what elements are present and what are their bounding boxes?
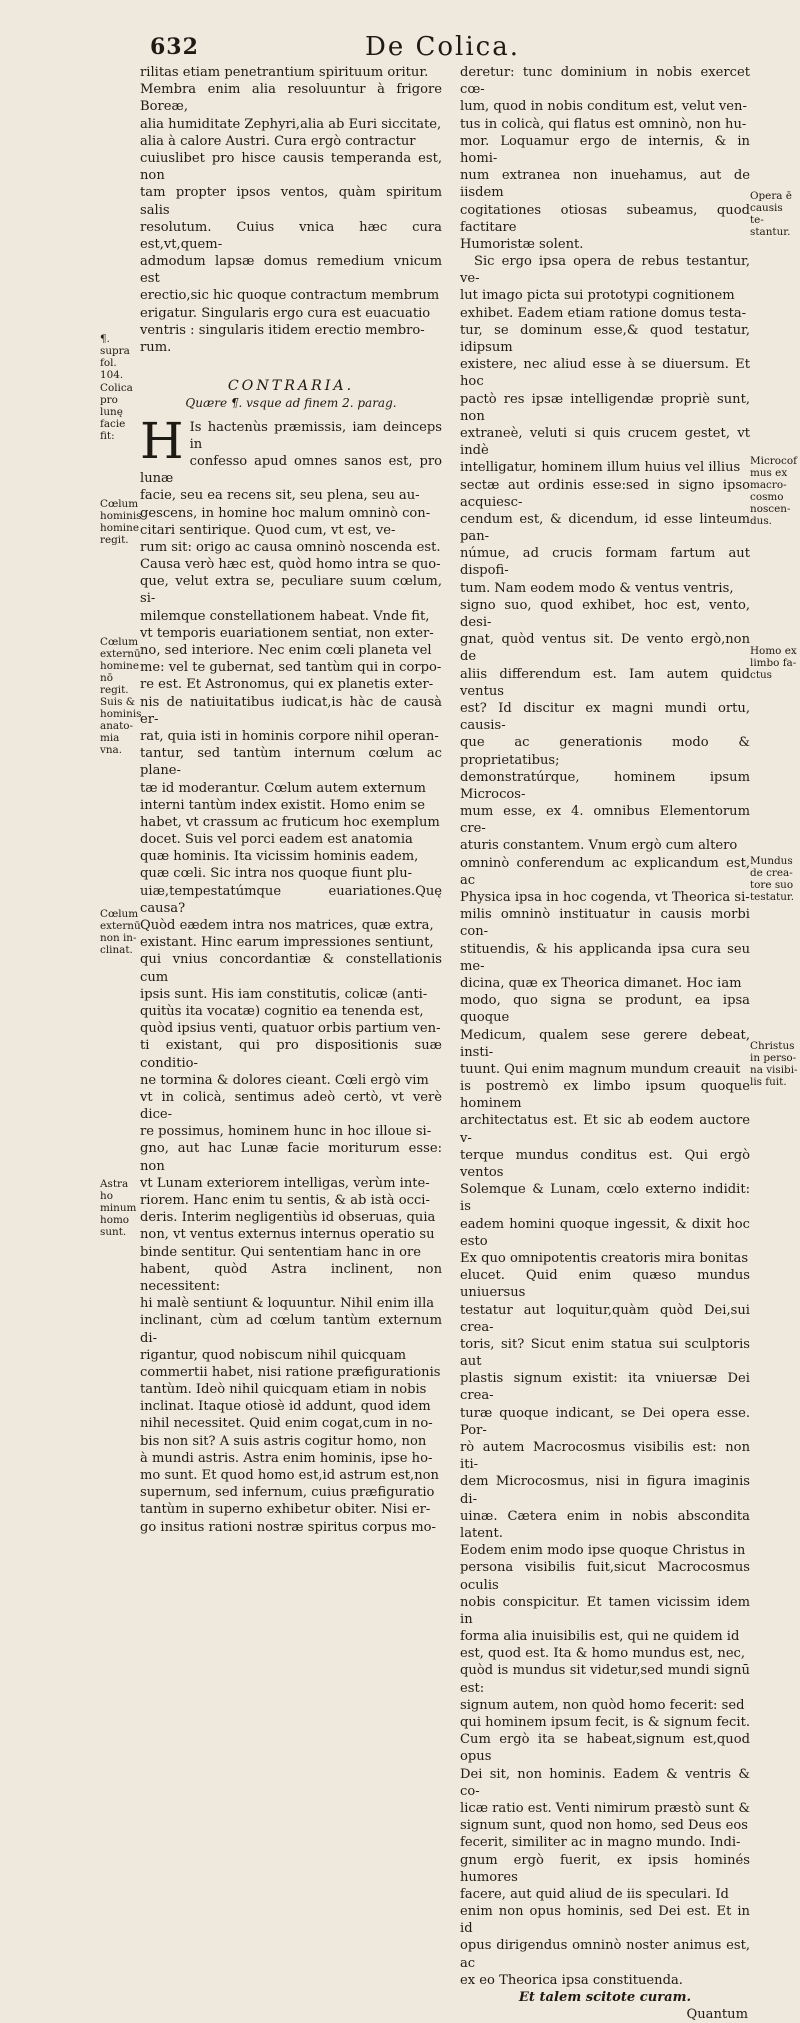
text-line: signo suo, quod exhibet, hoc est, vento, desi- — [460, 597, 750, 630]
margin-note-left: Cœlum hominis homine regit. — [100, 498, 142, 546]
right-column — [460, 64, 750, 2023]
text-line: existere, nec aliud esse à se diuersum. Et hoc — [460, 357, 750, 390]
text-line: gno, aut hac Lunæ facie moriturum esse: non — [140, 1141, 442, 1174]
text-line: tantùm in superno exhibetur obiter. Nisi er- — [140, 1502, 431, 1518]
text-line: turæ quoque indicant, se Dei opera esse. Por- — [460, 1405, 750, 1438]
text-line: rigantur, quod nobiscum nihil quicquam — [140, 1347, 407, 1363]
text-line: alia à calore Austri. Cura ergò contractur — [140, 133, 416, 149]
text-line: inclinat. Itaque otiosè id addunt, quod idem — [140, 1399, 431, 1415]
closing-line: Et talem scitote curam. — [518, 1990, 692, 2005]
margin-note-right: Microcof mus ex macro-cosmo noscen-dus. — [750, 455, 797, 527]
text-line: milemque constellationem habeat. Vnde fit, — [140, 608, 430, 624]
text-line: Humoristæ solent. — [460, 236, 584, 252]
right-column-body-text — [460, 64, 750, 1989]
text-line: à mundi astris. Astra enim hominis, ipse ho- — [140, 1450, 433, 1466]
text-line: vt in colicà, sentimus adeò certò, vt verè dice- — [140, 1089, 442, 1123]
text-line: númue, ad crucis formam fartum aut dispofi- — [460, 546, 750, 579]
text-line: alia humiditate Zephyri,alia ab Euri siccitate, — [140, 116, 442, 132]
text-line: ex eo Theorica ipsa constituenda. — [460, 1972, 683, 1988]
margin-note-right: Christus in perso-na visibi-lis fuit. — [750, 1040, 798, 1088]
text-line: tur, se dominum esse,& quod testatur, idipsum — [460, 322, 750, 355]
text-line: eadem homini quoque ingessit, & dixit hoc esto — [460, 1216, 750, 1249]
page-header — [150, 30, 750, 64]
text-line: riorem. Hanc enim tu sentis, & ab istà occi- — [140, 1193, 430, 1208]
text-line: enim non opus hominis, sed Dei est. Et in id — [460, 1904, 750, 1937]
margin-note-left: Astra ho minum homo sunt. — [100, 1178, 137, 1238]
text-line: re est. Et Astronomus, qui ex planetis exter- — [140, 677, 434, 693]
text-line: que ac generationis modo & proprietatibus; — [460, 735, 750, 768]
text-line: rat, quia isti in hominis corpore nihil operan- — [140, 728, 439, 744]
text-line: confesso apud omnes sanos est, pro lunæ — [140, 453, 442, 487]
text-line: gnat, quòd ventus sit. De vento ergò,non de — [460, 632, 750, 665]
running-title: De Colica. — [365, 32, 521, 62]
text-line: architectatus est. Et sic ab eodem auctore v- — [460, 1113, 750, 1146]
text-line: extraneè, veluti si quis crucem gestet, vt indè — [460, 425, 750, 459]
text-line: persona visibilis fuit,sicut Macrocosmus oculis — [460, 1560, 750, 1593]
text-line: est? Id discitur ex magni mundi ortu, causis- — [460, 700, 750, 734]
text-line: tantur, sed tantùm internum cœlum ac plane- — [140, 746, 442, 779]
text-line: erectio,sic hic quoque contractum membrum — [140, 288, 440, 304]
text-line: signum autem, non quòd homo fecerit: sed — [460, 1697, 745, 1713]
text-line: nobis conspicitur. Et tamen vicissim idem in — [460, 1594, 750, 1627]
text-line: hi malè sentiunt & loquuntur. Nihil enim illa — [140, 1296, 435, 1312]
text-line: plastis signum existit: ita vniuersæ Dei crea- — [460, 1371, 750, 1404]
text-line: aturis constantem. Vnum ergò cum altero — [460, 838, 738, 854]
text-line: quòd is mundus sit videtur,sed mundi signū est: — [460, 1663, 750, 1696]
text-line: est, quod est. Ita & homo mundus est, nec, — [460, 1646, 746, 1662]
text-line: nihil necessitet. Quid enim cogat,cum in no- — [140, 1416, 433, 1432]
text-line: lum, quod in nobis conditum est, velut ven- — [460, 99, 747, 115]
section-reference: Quære ¶. vsque ad finem 2. parag. — [185, 396, 397, 411]
text-line: intelligatur, hominem illum huius vel illius — [460, 460, 741, 476]
text-line: Medicum, qualem sese gerere debeat, insti- — [460, 1027, 750, 1060]
text-line: mo sunt. Et quod homo est,id astrum est,non — [140, 1468, 439, 1483]
text-line: admodum lapsæ domus remedium vnicum est — [140, 254, 442, 287]
text-line: citari sentirique. Quod cum, vt est, ve- — [140, 522, 396, 538]
margin-note-right: Homo ex limbo fa-ctus — [750, 645, 797, 681]
text-line: ipsis sunt. His iam constitutis, colicæ (anti- — [140, 986, 428, 1002]
text-line: interni tantùm index existit. Homo enim se — [140, 797, 426, 813]
text-line: Dei sit, non hominis. Eadem & ventris & co- — [460, 1766, 750, 1799]
text-line: non, vt ventus externus internus operatio su — [140, 1227, 435, 1243]
text-line: is postremò ex limbo ipsum quoque hominem — [460, 1079, 750, 1112]
text-line: dicina, quæ ex Theorica dimanet. Hoc iam — [460, 975, 742, 991]
text-line: cogitationes otiosas subeamus, quod factitare — [460, 202, 750, 235]
text-line: erigatur. Singularis ergo cura est euacuatio — [140, 305, 431, 321]
text-line: rò autem Macrocosmus visibilis est: non iti- — [460, 1440, 750, 1473]
text-line: habet, vt crassum ac fruticum hoc exemplum — [140, 814, 440, 830]
text-line: vt temporis euariationem sentiat, non exter- — [140, 625, 434, 641]
margin-note-right: Opera ē causis te-stantur. — [750, 190, 792, 238]
section-first-paragraph — [140, 411, 442, 1536]
text-line: no, sed interiore. Nec enim cœli planeta vel — [140, 643, 432, 658]
text-line: Solemque & Lunam, cœlo externo indidit: is — [460, 1182, 750, 1215]
text-line: ventris : singularis itidem erectio membro- — [140, 322, 425, 338]
text-line: Is hactenùs præmissis, iam deinceps in — [189, 419, 442, 452]
text-line: quitùs ita vocatæ) cognitio ea tenenda est, — [140, 1003, 424, 1019]
text-line: Eodem enim modo ipse quoque Christus in — [460, 1543, 746, 1559]
margin-note-left: Colica pro lunę facie fit: — [100, 382, 133, 442]
text-line: pactò res ipsæ intelligendæ propriè sunt, non — [460, 391, 750, 424]
text-line: inclinant, cùm ad cœlum tantùm externum di- — [140, 1313, 442, 1346]
page-number: 632 — [150, 34, 199, 60]
section-title: CONTRARIA. — [227, 378, 355, 395]
text-line: gnum ergò fuerit, ex ipsis hominés humores — [460, 1852, 750, 1885]
text-line: modo, quo signa se produnt, ea ipsa quoque — [460, 993, 750, 1026]
left-column-opening-text — [140, 64, 442, 356]
text-line: rum. — [140, 340, 172, 355]
text-line: re possimus, hominem hunc in hoc illoue si- — [140, 1124, 432, 1140]
left-column — [140, 64, 442, 1536]
text-line: me: vel te gubernat, sed tantùm qui in corpo- — [140, 660, 442, 676]
margin-note-right: Mundus de crea-tore suo testatur. — [750, 855, 795, 903]
text-line: quæ cœli. Sic intra nos quoque fiunt plu- — [140, 866, 413, 882]
text-line: stituendis, & his applicanda ipsa cura seu me- — [460, 941, 750, 974]
text-line: uinæ. Cætera enim in nobis abscondita latent. — [460, 1508, 750, 1541]
text-line: qui vnius concordantiæ & constellationis cum — [140, 952, 442, 985]
text-line: elucet. Quid enim quæso mundus uniuersus — [460, 1268, 750, 1301]
text-line: tus in colicà, qui flatus est omninò, non hu- — [460, 116, 747, 132]
text-line: tum. Nam eodem modo & ventus ventris, — [460, 580, 734, 596]
text-line: existant. Hinc earum impressiones sentiunt, — [140, 935, 434, 951]
text-line: exhibet. Eadem etiam ratione domus testa- — [460, 305, 747, 321]
text-line: milis omninò instituatur in causis morbi con- — [460, 907, 750, 940]
text-line: cuiuslibet pro hisce causis temperanda est, non — [140, 150, 442, 184]
text-line: qui hominem ipsum fecit, is & signum fecit. — [460, 1715, 751, 1730]
drop-cap: H — [140, 411, 184, 470]
text-line: supernum, sed infernum, cuius præfiguratio — [140, 1485, 435, 1501]
margin-note-left: ¶. supra fol. 104. — [100, 333, 130, 381]
text-line: mum esse, ex 4. omnibus Elementorum cre- — [460, 804, 750, 837]
text-line: rum sit: origo ac causa omninò noscenda est. — [140, 539, 441, 555]
text-line: rilitas etiam penetrantium spirituum oritur. — [140, 65, 429, 80]
text-line: aliis differendum est. Iam autem quid ventus — [460, 666, 750, 699]
text-line: dem Microcosmus, nisi in figura imaginis di- — [460, 1474, 750, 1507]
text-line: docet. Suis vel porci eadem est anatomia — [140, 832, 413, 848]
text-line: Ex quo omnipotentis creatoris mira bonitas — [460, 1250, 749, 1266]
text-line: Cum ergò ita se habeat,signum est,quod opus — [460, 1732, 750, 1765]
text-line: mor. Loquamur ergo de internis, & in homi- — [460, 133, 750, 166]
text-line: tantùm. Ideò nihil quicquam etiam in nobis — [140, 1382, 427, 1398]
text-line: cendum est, & dicendum, id esse linteum pan- — [460, 511, 750, 545]
text-line: deris. Interim negligentiùs id obseruas, quia — [140, 1210, 436, 1226]
text-line: tæ id moderantur. Cœlum autem externum — [140, 780, 426, 796]
text-line: nis de natiuitatibus iudicat,is hàc de causà er- — [140, 694, 442, 727]
text-line: signum sunt, quod non homo, sed Deus eos — [460, 1818, 748, 1834]
text-line: quæ hominis. Ita vicissim hominis eadem, — [140, 849, 419, 865]
text-line: binde sentitur. Qui sententiam hanc in ore — [140, 1244, 422, 1260]
text-line: quòd ipsius venti, quatuor orbis partium ven- — [140, 1021, 441, 1037]
text-line: ti existant, qui pro dispositionis suæ conditio- — [140, 1038, 442, 1071]
text-line: uiæ,tempestatúmque euariationes.Quę causa? — [140, 883, 442, 916]
text-line: Membra enim alia resoluuntur à frigore Boreæ, — [140, 82, 442, 115]
text-line: lut imago picta sui prototypi cognitionem — [460, 288, 735, 304]
text-line: fecerit, similiter ac in magno mundo. Indi- — [460, 1835, 741, 1851]
text-line: Sic ergo ipsa opera de rebus testantur, ve- — [460, 254, 750, 287]
text-line: facere, aut quid aliud de iis speculari. Id — [460, 1886, 729, 1902]
text-line: licæ ratio est. Venti nimirum præstò sunt & — [460, 1800, 750, 1816]
text-line: bis non sit? A suis astris cogitur homo, non — [140, 1433, 427, 1449]
text-line: tam propter ipsos ventos, quàm spiritum salis — [140, 185, 442, 218]
text-line: ne tormina & dolores cieant. Cœli ergò vim — [140, 1072, 429, 1088]
text-line: que, velut extra se, peculiare suum cœlum, si- — [140, 574, 442, 607]
text-line: terque mundus conditus est. Qui ergò ventos — [460, 1147, 750, 1180]
text-line: deretur: tunc dominium in nobis exercet cœ- — [460, 65, 750, 98]
text-line: resolutum. Cuius vnica hæc cura est,vt,quem- — [140, 219, 442, 252]
text-line: Quòd eædem intra nos matrices, quæ extra, — [140, 918, 434, 933]
text-line: Causa verò hæc est, quòd homo intra se quo- — [140, 557, 441, 573]
text-line: habent, quòd Astra inclinent, non necessitent: — [140, 1261, 442, 1294]
text-line: go insitus rationi nostræ spiritus corpus mo- — [140, 1519, 436, 1535]
text-line: toris, sit? Sicut enim statua sui sculptoris aut — [460, 1336, 750, 1370]
text-line: commertii habet, nisi ratione præfigurationis — [140, 1364, 441, 1380]
text-line: omninò conferendum ac explicandum est, ac — [460, 855, 750, 888]
text-line: vt Lunam exteriorem intelligas, verùm inte- — [140, 1175, 430, 1191]
text-line: opus dirigendus omninò noster animus est, ac — [460, 1938, 750, 1971]
text-line: gescens, in homine hoc malum omninò con- — [140, 505, 431, 521]
text-line: sectæ aut ordinis esse:sed in signo ipso acquiesc- — [460, 477, 750, 510]
left-column-body-text — [140, 505, 442, 1536]
text-line: num extranea non inuehamus, aut de iisdem — [460, 168, 750, 201]
catchword: Quantum — [686, 2007, 748, 2023]
text-line: tuunt. Qui enim magnum mundum creauit — [460, 1061, 741, 1077]
text-line: facie, seu ea recens sit, seu plena, seu au- — [140, 488, 420, 504]
text-line: demonstratúrque, hominem ipsum Microcos- — [460, 769, 750, 802]
margin-note-left: Cœlum externū homine nō regit. Suis & hominis anato-mia vna. — [100, 636, 142, 756]
text-line: testatur aut loquitur,quàm quòd Dei,sui crea- — [460, 1302, 750, 1335]
text-line: Physica ipsa in hoc cogenda, vt Theorica si- — [460, 890, 750, 905]
margin-note-left: Cœlum externū non in-clinat. — [100, 908, 141, 956]
text-line: forma alia inuisibilis est, qui ne quidem id — [460, 1629, 740, 1645]
